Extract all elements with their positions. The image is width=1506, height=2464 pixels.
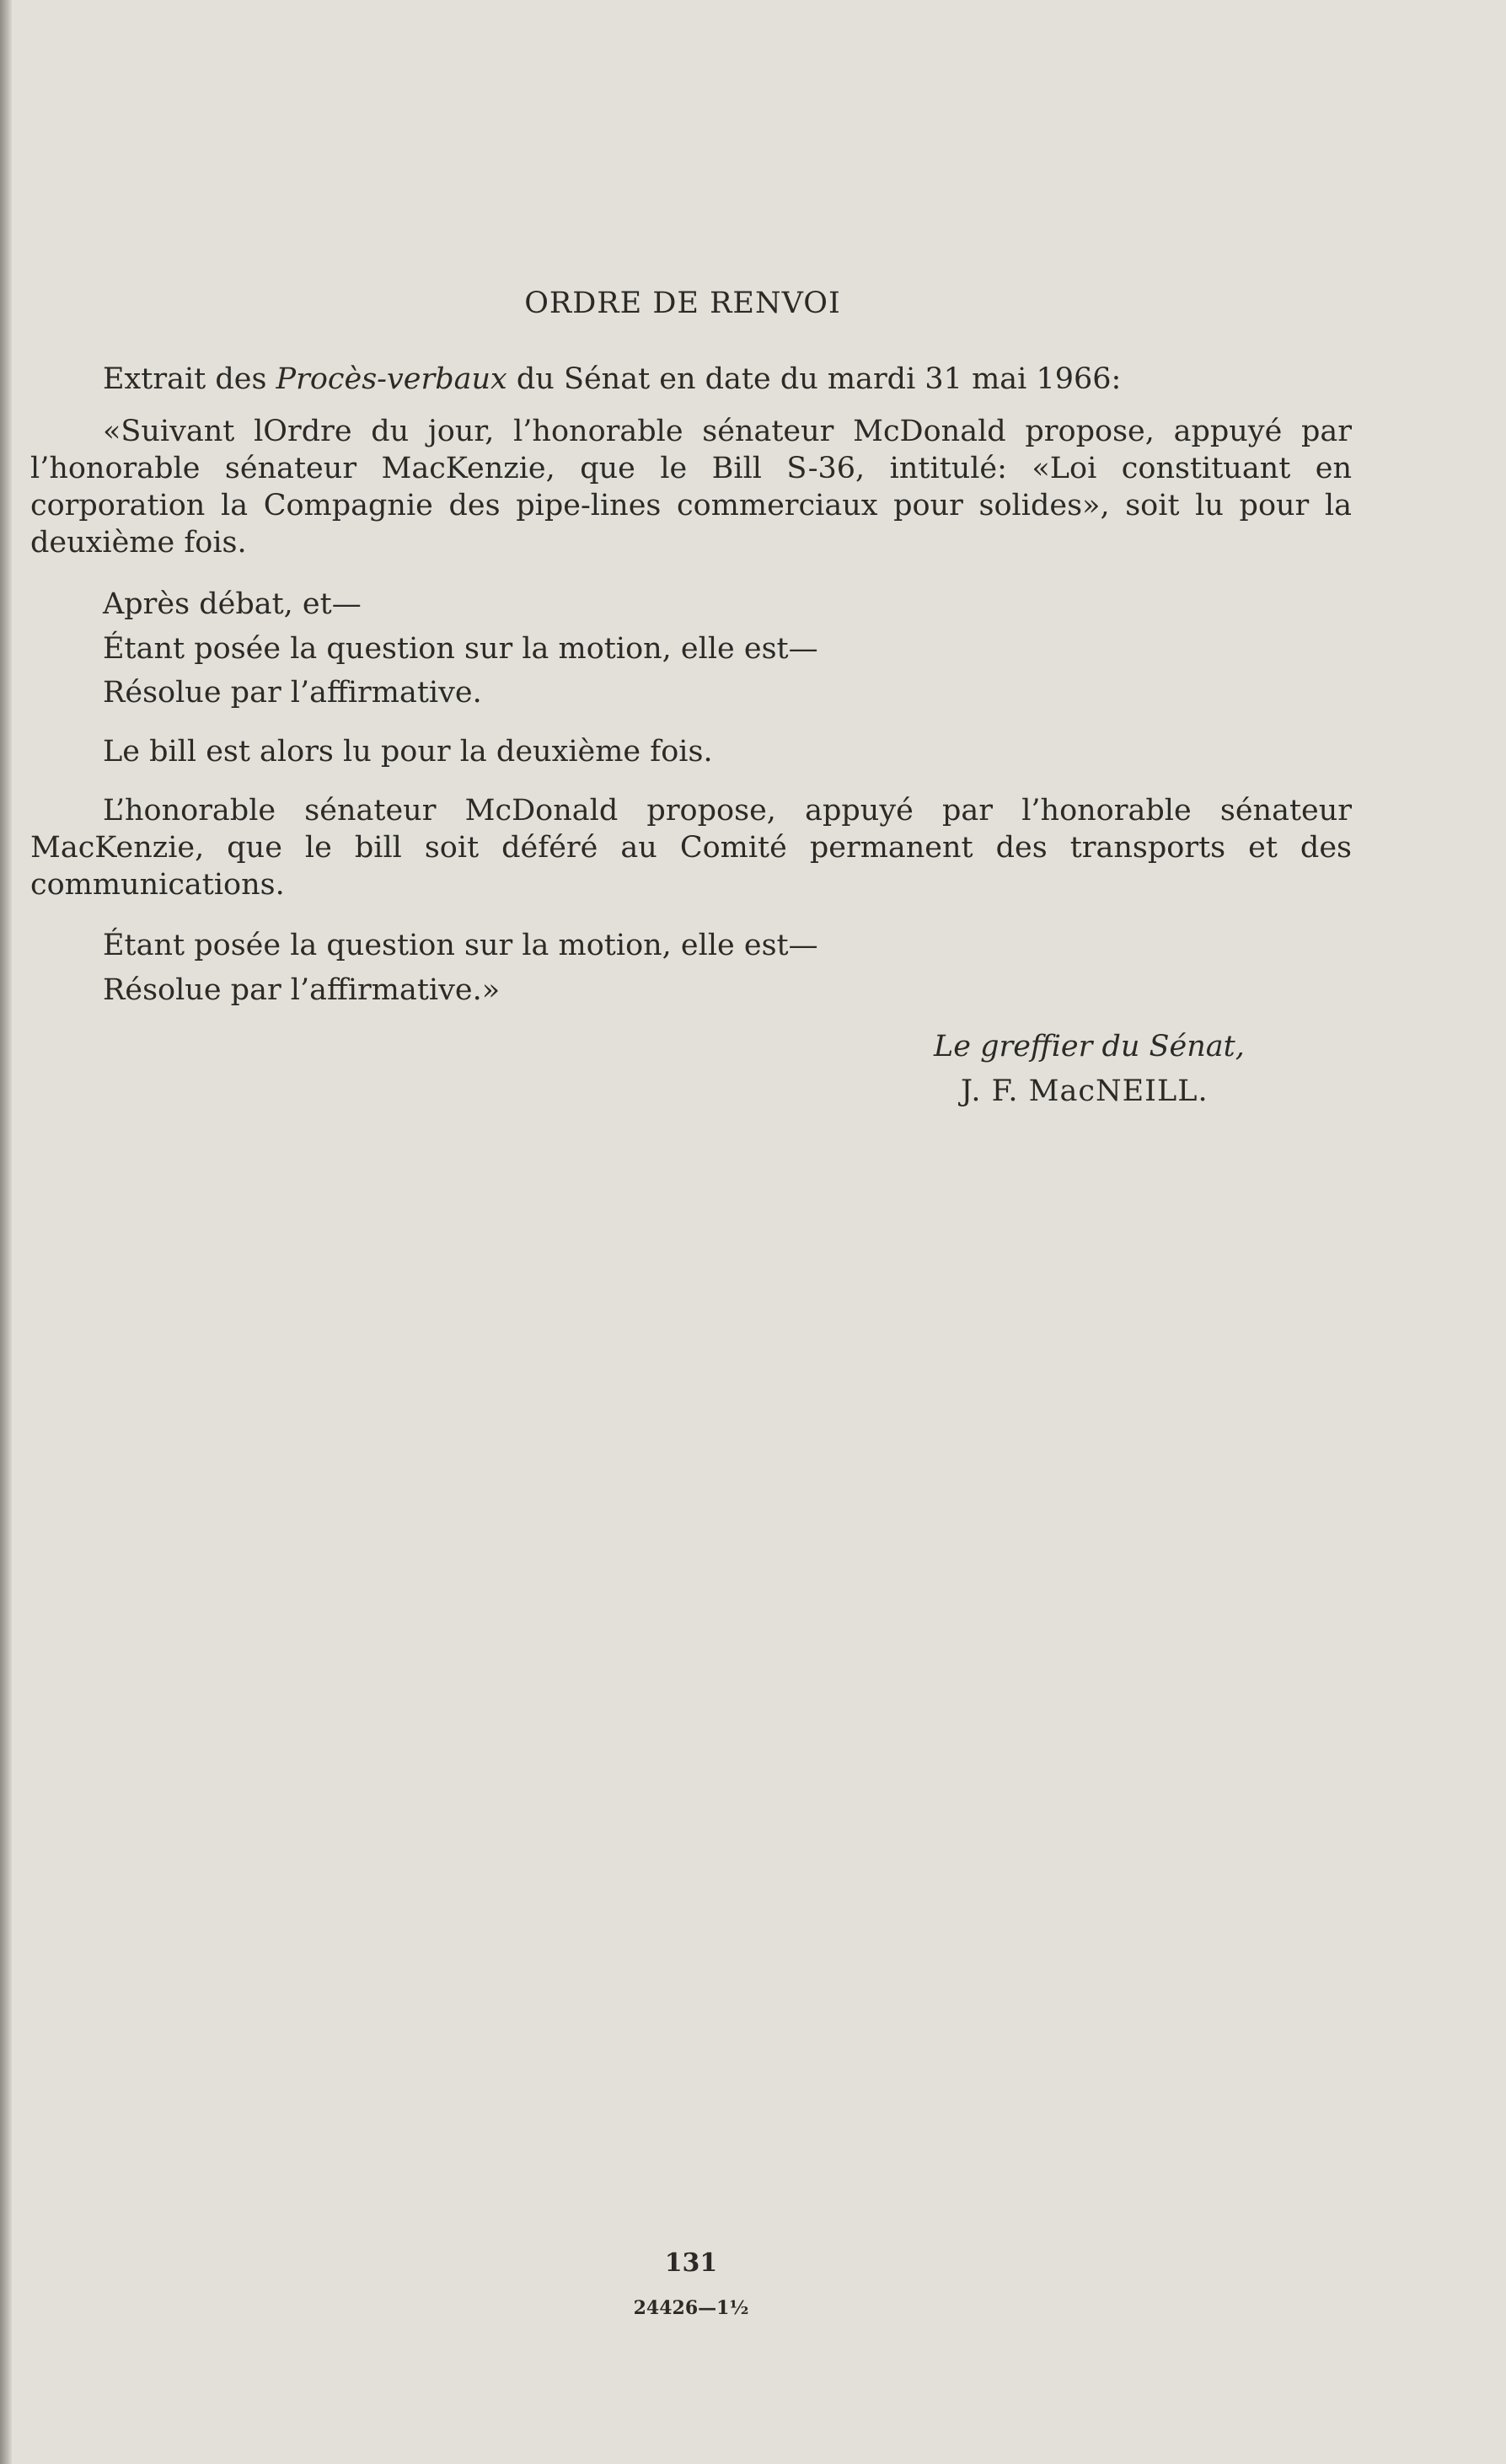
signature-title: Le greffier du Sénat, [934, 1030, 1245, 1063]
paragraph-first-motion: «Suivant lOrdre du jour, l’honorable sénateur McDonald propose, appuyé par l’honorable sénateur MacKenzie, que le Bill S-36, intitulé: «Loi constituant en corporation la Compagnie des pipe-lines commerciaux pour solides», soit lu pour la deuxième fois. [30, 415, 1352, 560]
paragraph-question-1: Étant posée la question sur la motion, elle est— [103, 632, 818, 666]
extract-line [103, 361, 1121, 398]
extract-italic-title: Procès-verbaux [276, 362, 507, 396]
extract-prefix: Extrait des [103, 362, 276, 396]
paragraph-resolved-2: Résolue par l’affirmative.» [103, 973, 501, 1007]
page-title: ORDRE DE RENVOI [524, 287, 841, 320]
paragraph-after-debate: Après débat, et— [103, 587, 362, 621]
page-number: 131 [664, 2248, 718, 2278]
paragraph-question-2: Étant posée la question sur la motion, elle est— [103, 929, 818, 962]
paragraph-second-reading: Le bill est alors lu pour la deuxième fois. [103, 735, 713, 769]
extract-suffix: du Sénat en date du mardi 31 mai 1966: [506, 362, 1122, 396]
signature-name: J. F. MacNEILL. [961, 1074, 1209, 1108]
paragraph-resolved-1: Résolue par l’affirmative. [103, 676, 482, 710]
print-code: 24426—1½ [633, 2297, 749, 2319]
paragraph-second-motion: L’honorable sénateur McDonald propose, appuyé par l’honorable sénateur MacKenzie, que le bill soit déféré au Comité permanent des transports et des communications. [30, 794, 1352, 902]
